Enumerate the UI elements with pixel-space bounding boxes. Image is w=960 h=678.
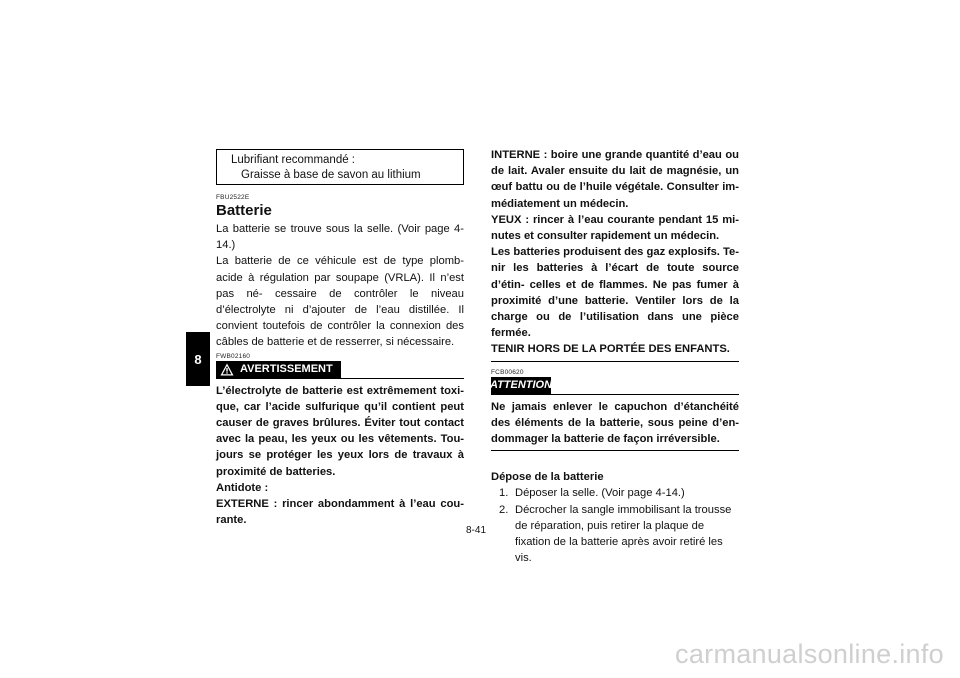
attention-text: Ne jamais enlever le capuchon d’étanchéité des éléments de la batterie, sous peine d’en- dommager la batterie de façon irréversible. <box>491 400 739 446</box>
attention-end-rule <box>491 450 739 451</box>
warning-label: AVERTISSEMENT <box>240 363 333 376</box>
step-text: Déposer la selle. (Voir page 4-14.) <box>515 487 685 500</box>
lubricant-box <box>216 149 464 185</box>
watermark: carmanualsonline.info <box>675 639 944 669</box>
warning-code: FWB02160 <box>216 352 251 360</box>
list-item <box>491 502 739 567</box>
section-para-1: La batterie se trouve sous la selle. (Voir page 4-14.) <box>216 223 464 252</box>
keep-away-children: TENIR HORS DE LA PORTÉE DES ENFANTS. <box>491 343 730 356</box>
left-column <box>216 194 464 528</box>
warning-header <box>216 361 464 379</box>
list-item <box>491 485 739 501</box>
warning-badge <box>216 361 341 378</box>
removal-steps <box>491 485 739 566</box>
step-text: Décrocher la sangle immobilisant la trousse de réparation, puis retirer la plaque de fixation de la batterie après avoir retiré les vis. <box>515 503 732 565</box>
step-number: 2. <box>499 503 509 516</box>
attention-header <box>491 377 739 395</box>
page-number: 8-41 <box>466 525 487 536</box>
antidote-yeux: YEUX : rincer à l’eau courante pendant 15 mi- nutes et consulter rapidement un médecin. <box>491 213 739 243</box>
attention-badge <box>491 377 551 394</box>
warning-triangle-icon <box>220 363 234 376</box>
attention-label: ATTENTION <box>489 379 553 392</box>
attention-code: FCB00620 <box>491 368 524 376</box>
lubricant-label: Lubrifiant recommandé : <box>231 154 356 166</box>
warning-end-rule <box>491 361 739 362</box>
chapter-tab: 8 <box>186 332 210 386</box>
section-title: Batterie <box>216 202 272 219</box>
section-para-2: La batterie de ce véhicule est de type plomb-acide à régulation par soupape (VRLA). Il n’est pas né- cessaire de contrôler le niveau d’électrolyte ni d’ajouter de l’eau distillée. Il convient toutefois de contrôler la connexion des câbles de batterie et de resserrer, si nécessaire. <box>216 255 464 349</box>
right-column <box>491 147 739 566</box>
warning-text: L’électrolyte de batterie est extrêmement toxi- que, car l’acide sulfurique qu’il contient peut causer de graves brûlures. Éviter tout contact avec la peau, les yeux ou les vêtements. Tou- jours se protéger les yeux lors de travaux à proximité de batteries. <box>216 384 464 478</box>
removal-title: Dépose de la batterie <box>491 471 604 484</box>
step-number: 1. <box>499 487 509 500</box>
antidote-externe: EXTERNE : rincer abondamment à l’eau cou- rante. <box>216 498 464 527</box>
attention-header-rule <box>491 394 739 395</box>
lubricant-value: Graisse à base de savon au lithium <box>241 169 421 181</box>
section-code: FBU2522E <box>216 194 250 201</box>
antidote-label: Antidote : <box>216 481 269 494</box>
warning-header-rule <box>216 378 464 379</box>
explosive-gas-warning: Les batteries produisent des gaz explosifs. Te- nir les batteries à l’écart de toute source d’étin- celles et de flammes. Ne pas fumer à proximité d’une batterie. Ventiler lors de la charge ou de l’utilisation dans une pièce fermée. <box>491 246 739 340</box>
antidote-interne: INTERNE : boire une grande quantité d’eau ou de lait. Avaler ensuite du lait de magnésie, un œuf battu ou de l’huile végétale. Consulter im- médiatement un médecin. <box>491 149 739 210</box>
